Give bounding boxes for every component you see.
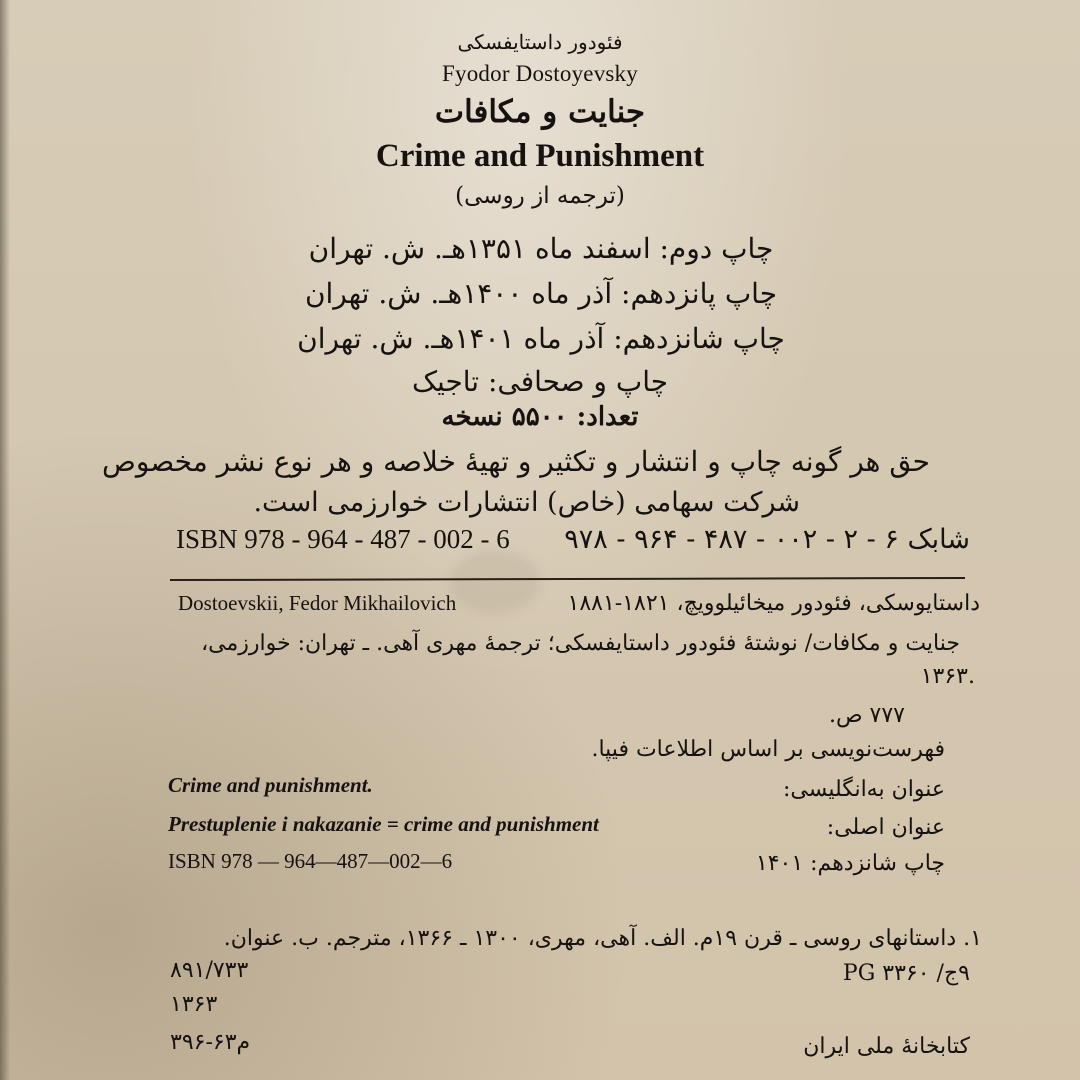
catalog-classification-left: ۸۹۱/۷۳۳ [170,958,249,983]
persian-isbn: شابک ۶ - ۲ - ۰۰۲ - ۴۸۷ - ۹۶۴ - ۹۷۸ [564,524,970,555]
persian-author-name: فئودور داستایفسکی [457,30,623,54]
catalog-english-title-label: عنوان به‌انگلیسی: [783,777,945,802]
translation-note: (ترجمه از روسی) [455,183,625,209]
second-edition-line: چاپ دوم: اسفند ماه ۱۳۵۱هـ. ش. تهران [308,232,774,265]
catalog-divider [170,577,965,581]
catalog-description-line-1: جنایت و مکافات/ نوشتهٔ فئودور داستایفسکی؛ ترجمهٔ مهری آهی. ـ تهران: خوارزمی، [201,631,960,656]
english-author-name: Fyodor Dostoyevsky [442,61,638,86]
catalog-sixteenth-edition: چاپ شانزدهم: ۱۴۰۱ [755,851,945,876]
catalog-isbn-english: ISBN 978 — 964—487—002—6 [168,849,453,873]
catalog-year-left: ۱۳۶۳ [170,992,218,1017]
catalog-original-title: Prestuplenie i nakazanie = crime and punishment [168,812,599,836]
fifteenth-edition-line: چاپ پانزدهم: آذر ماه ۱۴۰۰هـ. ش. تهران [304,277,778,310]
print-run-line: تعداد: ۵۵۰۰ نسخه [441,402,639,432]
catalog-description-line-2: ۱۳۶۳. [920,664,975,689]
sixteenth-edition-line: چاپ شانزدهم: آذر ماه ۱۴۰۱هـ. ش. تهران [297,322,785,355]
copyright-line-1: حق هر گونه چاپ و انتشار و تکثیر و تهیهٔ خلاصه و هر نوع نشر مخصوص [102,445,930,478]
catalog-classification-right: ۹ج/ ۳۳۶۰ PG [842,961,970,986]
catalog-original-title-label: عنوان اصلی: [826,815,945,840]
catalog-subject-line: ۱. داستانهای روسی ـ قرن ۱۹م. الف. آهی، مهری، ۱۳۰۰ ـ ۱۳۶۶، مترجم. ب. عنوان. [223,926,982,951]
printing-binding-line: چاپ و صحافی: تاجیک [411,365,669,398]
catalog-fipa-note: فهرست‌نویسی بر اساس اطلاعات فیپا. [591,737,945,762]
catalog-page-count: ۷۷۷ ص. [828,703,905,728]
catalog-author-persian: داستایوسکی، فئودور میخائیلوویچ، ۱۸۲۱-۱۸۸۱ [567,591,980,616]
national-library-name: کتابخانهٔ ملی ایران [803,1034,970,1059]
national-library-number: م۶۳-۳۹۶ [170,1030,251,1055]
english-isbn: ISBN 978 - 964 - 487 - 002 - 6 [176,524,510,554]
catalog-english-title: Crime and punishment. [168,773,373,797]
persian-book-title: جنایت و مکافات [434,94,646,130]
catalog-author-english: Dostoevskii, Fedor Mikhailovich [178,591,457,615]
faint-stain [450,550,540,614]
english-book-title: Crime and Punishment [375,138,705,174]
copyright-line-2: شرکت سهامی (خاص) انتشارات خوارزمی است. [253,487,800,518]
